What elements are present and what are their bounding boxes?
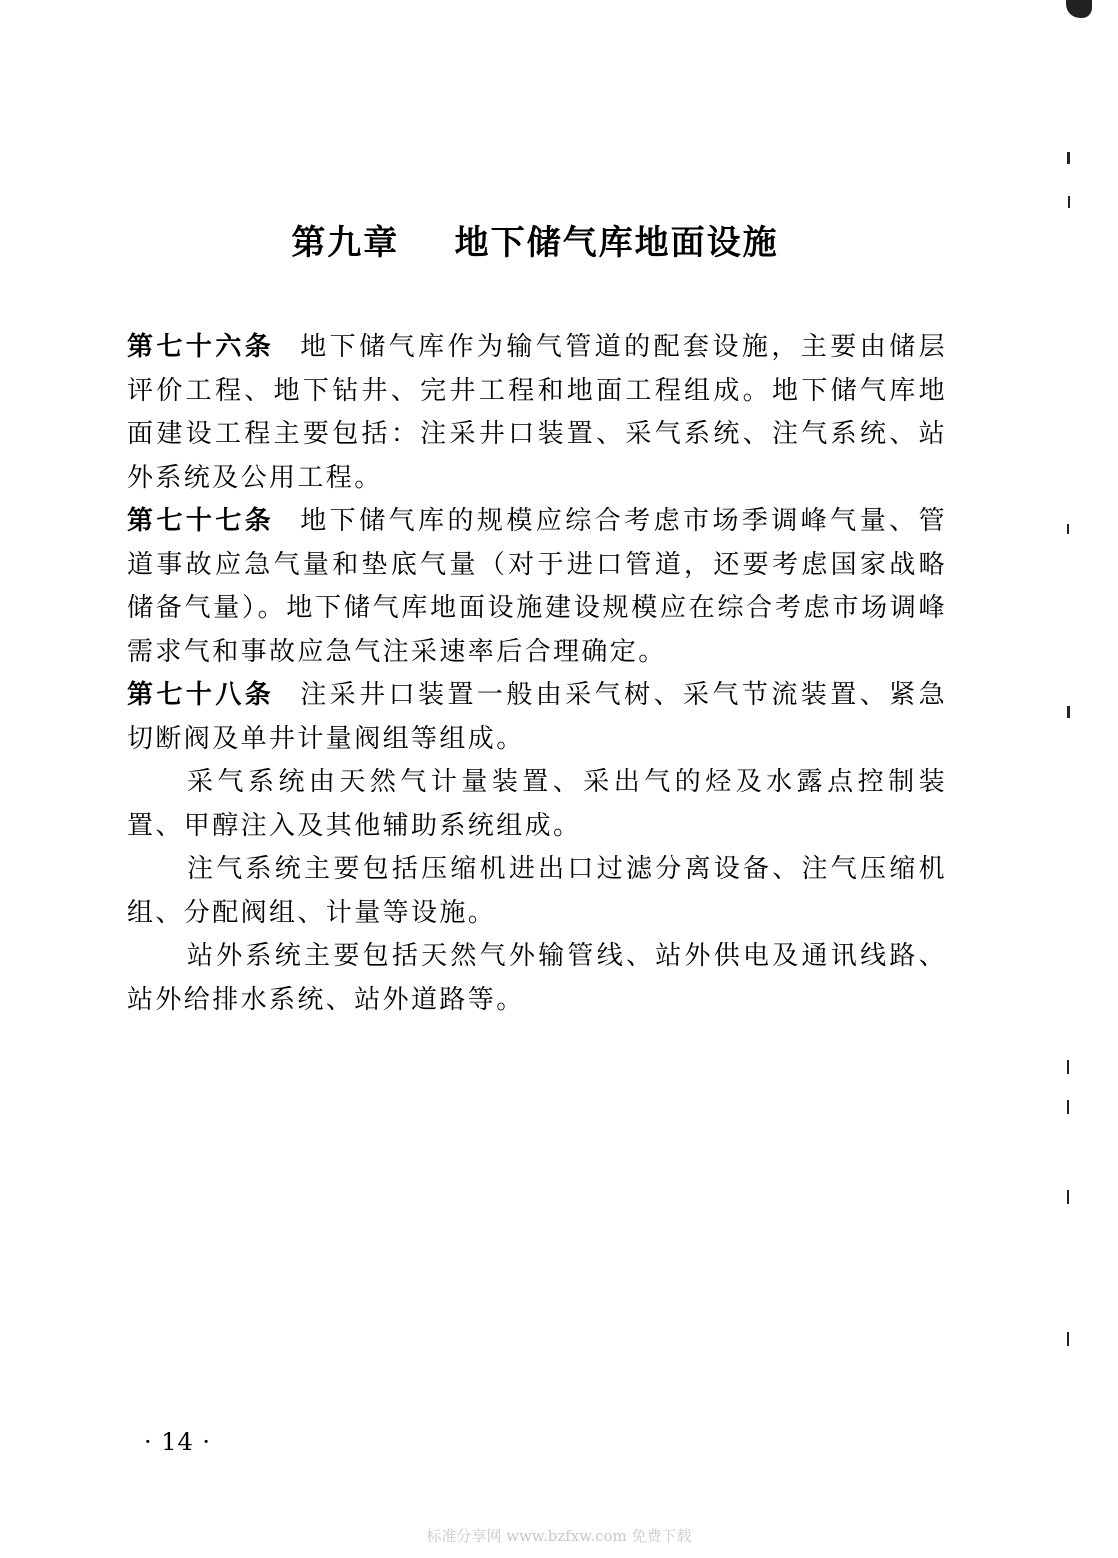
scan-artifact-mark	[1067, 524, 1069, 534]
watermark: 标准分享网 www.bzfxw.com 免费下载	[426, 1527, 692, 1545]
article-text: 地下储气库作为输气管道的配套设施，主要由储层评价工程、地下钻井、完井工程和地面工程组成。地下储气库地面建设工程主要包括：注采井口装置、采气系统、注气系统、站外系统及公用工程。	[127, 332, 947, 493]
scan-artifact-mark	[1067, 1100, 1069, 1114]
chapter-number: 第九章	[291, 222, 400, 263]
scan-artifact-mark	[1067, 1332, 1069, 1346]
paragraph-gas-production: 采气系统由天然气计量装置、采出气的烃及水露点控制装置、甲醇注入及其他辅助系统组成。	[127, 767, 947, 841]
scan-artifact-mark	[1067, 152, 1070, 164]
paragraph-offsite-system: 站外系统主要包括天然气外输管线、站外供电及通讯线路、站外给排水系统、站外道路等。	[127, 941, 947, 1015]
chapter-title	[0, 215, 1070, 264]
article-number: 第七十六条	[127, 332, 275, 362]
page-number: · 14 ·	[144, 1428, 212, 1456]
article-number: 第七十八条	[127, 680, 275, 710]
scan-artifact-mark	[1067, 1190, 1069, 1204]
scan-artifact-mark	[1067, 706, 1070, 718]
scan-artifact-mark	[1068, 196, 1070, 208]
document-body	[127, 326, 947, 1022]
article-77	[127, 500, 947, 674]
scan-artifact-corner	[1066, 0, 1092, 18]
scan-artifact-mark	[1067, 1060, 1069, 1074]
chapter-name: 地下储气库地面设施	[454, 222, 779, 263]
article-number: 第七十七条	[127, 506, 275, 536]
paragraph-gas-injection: 注气系统主要包括压缩机进出口过滤分离设备、注气压缩机组、分配阀组、计量等设施。	[127, 854, 947, 928]
article-78	[127, 674, 947, 761]
article-76	[127, 326, 947, 500]
article-text: 注采井口装置一般由采气树、采气节流装置、紧急切断阀及单井计量阀组等组成。	[127, 680, 947, 754]
article-text: 地下储气库的规模应综合考虑市场季调峰气量、管道事故应急气量和垫底气量（对于进口管道，还要考虑国家战略储备气量）。地下储气库地面设施建设规模应在综合考虑市场调峰需求气和事故应急气注采速率后合理确定。	[127, 506, 947, 667]
